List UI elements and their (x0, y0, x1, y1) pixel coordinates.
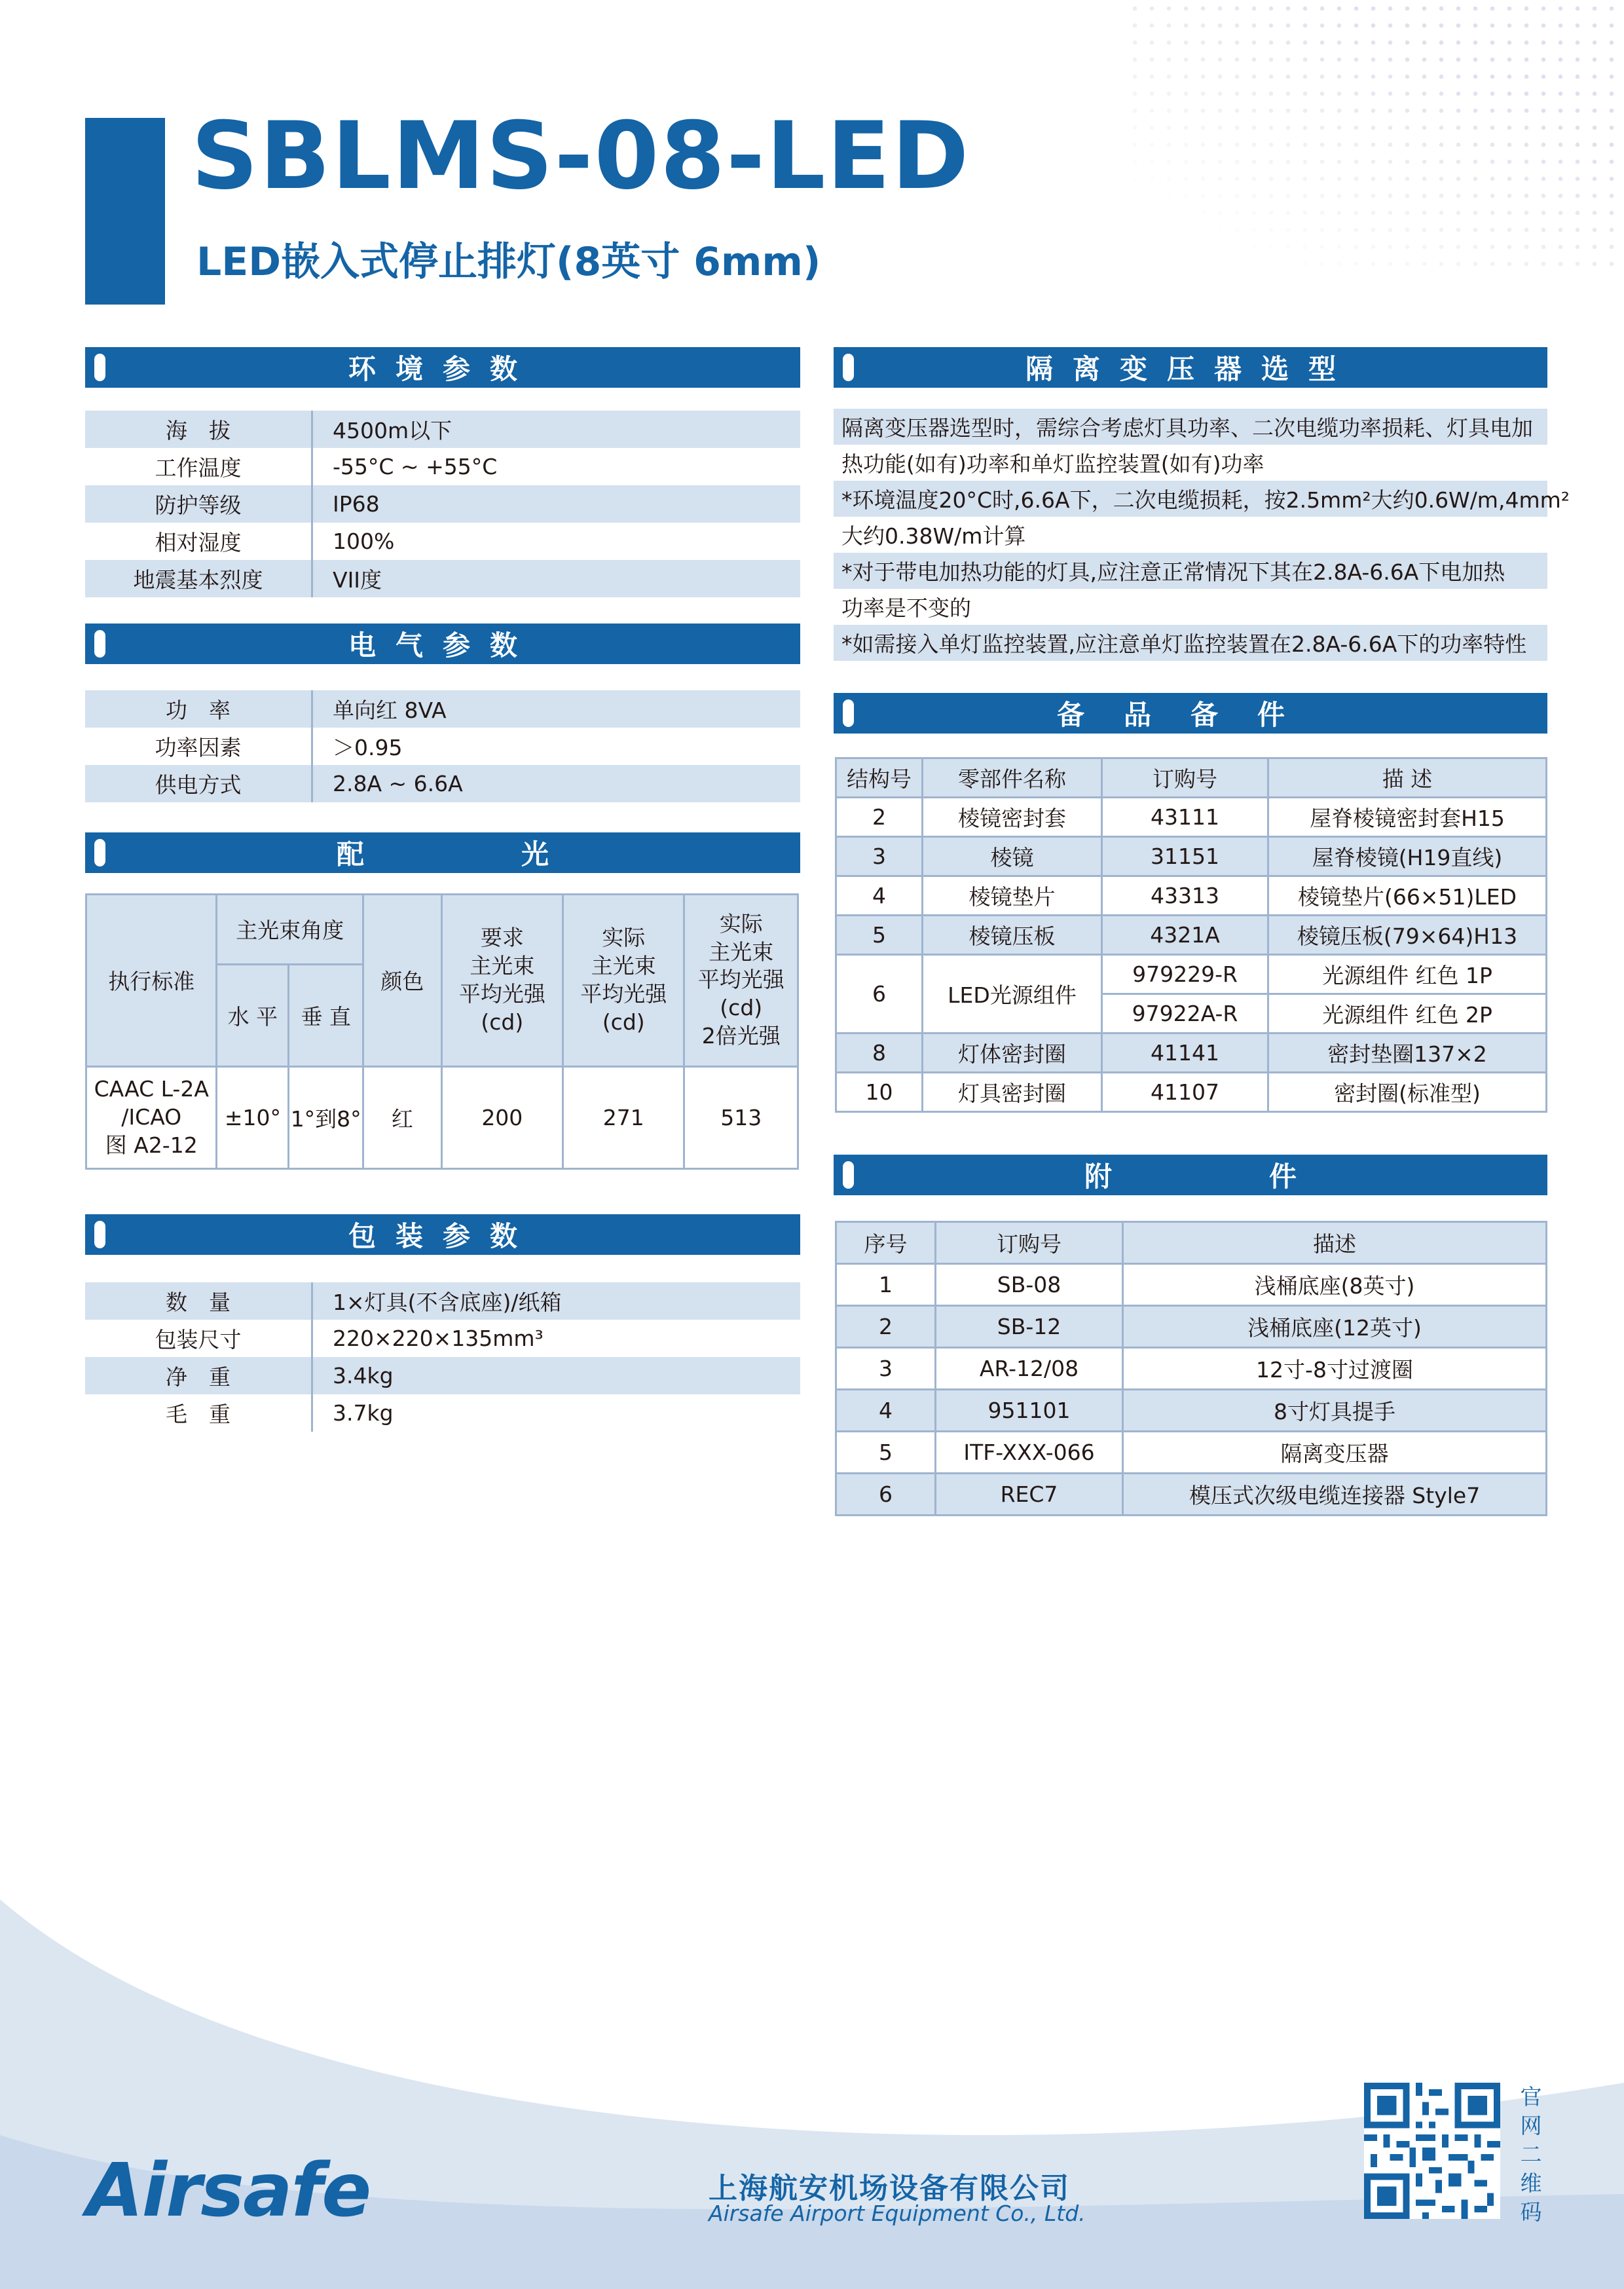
th-standard: 执行标准 (86, 895, 217, 1067)
cell: 灯具密封圈 (923, 1073, 1102, 1112)
note-line: *环境温度20°C时,6.6A下，二次电缆损耗，按2.5mm²大约0.6W/m,4mm² (834, 481, 1547, 517)
cell: 31151 (1102, 837, 1268, 876)
kv-row (85, 728, 800, 765)
cell: 41141 (1102, 1033, 1268, 1073)
cell: 棱镜 (923, 837, 1102, 876)
note-line: 大约0.38W/m计算 (841, 523, 1026, 549)
kv-key: 毛 重 (85, 1394, 313, 1432)
kv-row (85, 485, 800, 523)
th-beam-angle: 主光束角度 (217, 895, 363, 965)
cell: 模压式次级电缆连接器 Style7 (1123, 1474, 1547, 1516)
cell: AR-12/08 (936, 1348, 1123, 1390)
cell: 棱镜压板(79×64)H13 (1268, 916, 1547, 955)
spares-table (835, 757, 1547, 1113)
kv-row (85, 411, 800, 448)
th-horizontal: 水 平 (217, 964, 289, 1066)
section-header-packaging (85, 1214, 800, 1255)
cell: 4321A (1102, 916, 1268, 955)
pill-icon (94, 1221, 105, 1248)
cell: 棱镜垫片 (923, 876, 1102, 916)
note-line: *对于带电加热功能的灯具,应注意正常情况下其在2.8A-6.6A下电加热 (834, 553, 1547, 589)
cell: SB-12 (936, 1306, 1123, 1348)
cell: 979229-R (1102, 955, 1268, 994)
cell-actual2: 513 (684, 1066, 798, 1168)
cell: 密封圈(标准型) (1268, 1073, 1547, 1112)
pill-icon (94, 354, 105, 381)
cell: 4 (836, 1390, 936, 1432)
kv-value: VII度 (333, 567, 382, 593)
cell-vertical: 1°到8° (289, 1066, 363, 1168)
th-description: 描 述 (1268, 758, 1547, 798)
kv-row (85, 1357, 800, 1394)
kv-row (85, 560, 800, 597)
kv-key: 功 率 (85, 690, 313, 728)
transformer-notes (834, 409, 1570, 661)
kv-value: 220×220×135mm³ (333, 1326, 544, 1351)
section-header-environment (85, 347, 800, 388)
cell-standard: CAAC L-2A /ICAO 图 A2-12 (86, 1066, 217, 1168)
kv-key: 相对湿度 (85, 523, 313, 560)
cell: 4 (836, 876, 923, 916)
qr-code-icon (1364, 2083, 1500, 2219)
cell: 6 (836, 955, 923, 1033)
section-title: 配光 (336, 838, 706, 870)
cell: 6 (836, 1474, 936, 1516)
product-subtitle: LED嵌入式停止排灯(8英寸 6mm) (196, 239, 821, 285)
kv-value: -55°C ~ +55°C (333, 454, 498, 479)
kv-key: 供电方式 (85, 765, 313, 802)
kv-row (85, 448, 800, 485)
cell-actual: 271 (563, 1066, 684, 1168)
accessories-table (835, 1221, 1547, 1516)
environment-table (85, 411, 800, 597)
cell: 8 (836, 1033, 923, 1073)
section-title: 电气参数 (348, 629, 537, 661)
th-color: 颜色 (363, 895, 442, 1067)
kv-row (85, 765, 800, 802)
th-actual-intensity: 实际 主光束 平均光强 (cd) (563, 895, 684, 1067)
cell: 951101 (936, 1390, 1123, 1432)
cell: 浅桶底座(8英寸) (1123, 1264, 1547, 1306)
section-header-spares (834, 693, 1547, 734)
pill-icon (94, 839, 105, 866)
light-distribution-table (85, 893, 799, 1170)
cell-required: 200 (441, 1066, 563, 1168)
cell: 密封垫圈137×2 (1268, 1033, 1547, 1073)
cell: 浅桶底座(12英寸) (1123, 1306, 1547, 1348)
section-title: 隔离变压器选型 (1025, 353, 1356, 385)
electrical-table (85, 690, 800, 802)
note-line: *如需接入单灯监控装置,应注意单灯监控装置在2.8A-6.6A下的功率特性 (834, 625, 1547, 661)
cell: 屋脊棱镜密封套H15 (1268, 798, 1547, 837)
cell: 1 (836, 1264, 936, 1306)
cell: 光源组件 红色 2P (1268, 994, 1547, 1033)
section-title: 包装参数 (348, 1220, 537, 1252)
note-line: 功率是不变的 (841, 595, 971, 621)
cell: 棱镜压板 (923, 916, 1102, 955)
cell: SB-08 (936, 1264, 1123, 1306)
cell: 41107 (1102, 1073, 1268, 1112)
cell: 8寸灯具提手 (1123, 1390, 1547, 1432)
th-part-no: 结构号 (836, 758, 923, 798)
section-header-electrical (85, 623, 800, 664)
kv-value: 3.4kg (333, 1363, 394, 1388)
kv-row (85, 1320, 800, 1357)
section-header-light (85, 832, 800, 873)
cell: 43313 (1102, 876, 1268, 916)
cell: 10 (836, 1073, 923, 1112)
cell: 5 (836, 916, 923, 955)
note-line: 隔离变压器选型时，需综合考虑灯具功率、二次电缆功率损耗、灯具电加 (834, 409, 1547, 445)
company-name-en: Airsafe Airport Equipment Co., Ltd. (709, 2201, 1086, 2226)
cell: 43111 (1102, 798, 1268, 837)
th-vertical: 垂 直 (289, 964, 363, 1066)
cell: REC7 (936, 1474, 1123, 1516)
th-order-no: 订购号 (936, 1222, 1123, 1264)
packaging-table (85, 1282, 800, 1432)
cell: 屋脊棱镜(H19直线) (1268, 837, 1547, 876)
section-title: 环境参数 (348, 353, 537, 385)
kv-row (85, 1282, 800, 1320)
kv-value: IP68 (333, 491, 380, 517)
section-header-transformer (834, 347, 1547, 388)
product-model: SBLMS-08-LED (191, 102, 970, 210)
pill-icon (843, 699, 854, 727)
cell: 2 (836, 798, 923, 837)
kv-row (85, 1394, 800, 1432)
cell: 3 (836, 837, 923, 876)
cell: 5 (836, 1432, 936, 1474)
cell: 12寸-8寸过渡圈 (1123, 1348, 1547, 1390)
company-logo: Airsafe (86, 2148, 371, 2233)
cell: 隔离变压器 (1123, 1432, 1547, 1474)
cell: 棱镜密封套 (923, 798, 1102, 837)
kv-value: 1×灯具(不含底座)/纸箱 (333, 1290, 562, 1315)
company-name-cn: 上海航安机场设备有限公司 (709, 2172, 1070, 2205)
cell: 3 (836, 1348, 936, 1390)
th-part-name: 零部件名称 (923, 758, 1102, 798)
kv-key: 包装尺寸 (85, 1320, 313, 1357)
cell: 灯体密封圈 (923, 1033, 1102, 1073)
section-title: 备品备件 (1056, 699, 1324, 731)
kv-value: 100% (333, 529, 395, 554)
cell: 97922A-R (1102, 994, 1268, 1033)
cell-color: 红 (363, 1066, 442, 1168)
kv-key: 防护等级 (85, 485, 313, 523)
cell: LED光源组件 (923, 955, 1102, 1033)
qr-label: 官网二维码 (1520, 2084, 1542, 2225)
kv-value: 单向红 8VA (333, 698, 447, 723)
cell: 光源组件 红色 1P (1268, 955, 1547, 994)
th-description: 描述 (1123, 1222, 1547, 1264)
dot-pattern-decoration (1126, 0, 1624, 275)
th-required-intensity: 要求 主光束 平均光强 (cd) (441, 895, 563, 1067)
kv-key: 净 重 (85, 1357, 313, 1394)
pill-icon (843, 1161, 854, 1189)
kv-key: 地震基本烈度 (85, 560, 313, 597)
title-accent-bar (85, 118, 165, 305)
kv-value: 2.8A ~ 6.6A (333, 771, 463, 796)
kv-value: ＞0.95 (333, 735, 403, 760)
cell: 2 (836, 1306, 936, 1348)
pill-icon (94, 630, 105, 658)
kv-row (85, 690, 800, 728)
kv-key: 功率因素 (85, 728, 313, 765)
kv-value: 4500m以下 (333, 418, 452, 443)
th-order-no: 订购号 (1102, 758, 1268, 798)
cell-horizontal: ±10° (217, 1066, 289, 1168)
section-header-accessories (834, 1155, 1547, 1195)
th-actual-double-intensity: 实际 主光束 平均光强 (cd) 2倍光强 (684, 895, 798, 1067)
th-index: 序号 (836, 1222, 936, 1264)
kv-key: 海 拔 (85, 411, 313, 448)
section-title: 附件 (1084, 1161, 1454, 1193)
kv-key: 数 量 (85, 1282, 313, 1320)
note-line: 热功能(如有)功率和单灯监控装置(如有)功率 (841, 451, 1264, 477)
cell: ITF-XXX-066 (936, 1432, 1123, 1474)
pill-icon (843, 354, 854, 381)
kv-row (85, 523, 800, 560)
cell: 棱镜垫片(66×51)LED (1268, 876, 1547, 916)
kv-value: 3.7kg (333, 1400, 394, 1426)
kv-key: 工作温度 (85, 448, 313, 485)
